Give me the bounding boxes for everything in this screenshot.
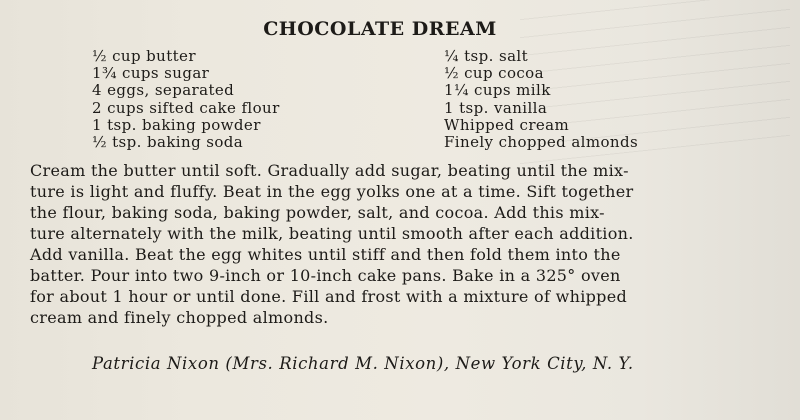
recipe-attribution: Patricia Nixon (Mrs. Richard M. Nixon), New York City, N. Y.: [92, 354, 634, 373]
ingredient-item: Whipped cream: [444, 115, 570, 134]
ingredient-item: ½ cup cocoa: [444, 64, 544, 83]
ingredient-item: 1¾ cups sugar: [92, 64, 210, 83]
instruction-line: Add vanilla. Beat the egg whites until stiff and then fold them into the: [30, 245, 621, 264]
ingredient-item: 4 eggs, separated: [92, 81, 235, 100]
instruction-line: Cream the butter until soft. Gradually add sugar, beating until the mix-: [30, 161, 629, 180]
ingredient-item: Finely chopped almonds: [444, 133, 639, 152]
ingredient-item: ¼ tsp. salt: [444, 47, 529, 65]
ingredient-item: 2 cups sifted cake flour: [92, 98, 280, 117]
ingredients-right-column: [444, 48, 638, 151]
instruction-line: ture is light and fluffy. Beat in the egg yolks one at a time. Sift together: [30, 182, 634, 201]
instruction-line: the flour, baking soda, baking powder, salt, and cocoa. Add this mix-: [30, 203, 605, 222]
instruction-line: ture alternately with the milk, beating until smooth after each addition.: [30, 224, 634, 243]
ingredient-item: ½ cup butter: [92, 47, 196, 65]
instruction-line: cream and finely chopped almonds.: [30, 308, 329, 327]
ingredient-item: 1 tsp. vanilla: [444, 98, 548, 117]
ingredient-item: 1 tsp. baking powder: [92, 115, 261, 134]
ingredients-left-column: [92, 48, 280, 151]
ingredient-item: ½ tsp. baking soda: [92, 133, 244, 152]
instruction-line: batter. Pour into two 9-inch or 10-inch cake pans. Bake in a 325° oven: [30, 266, 621, 285]
instruction-line: for about 1 hour or until done. Fill and frost with a mixture of whipped: [30, 287, 628, 306]
recipe-instructions: [30, 160, 770, 328]
ingredient-item: 1¼ cups milk: [444, 81, 551, 100]
recipe-title: CHOCOLATE DREAM: [263, 18, 497, 40]
